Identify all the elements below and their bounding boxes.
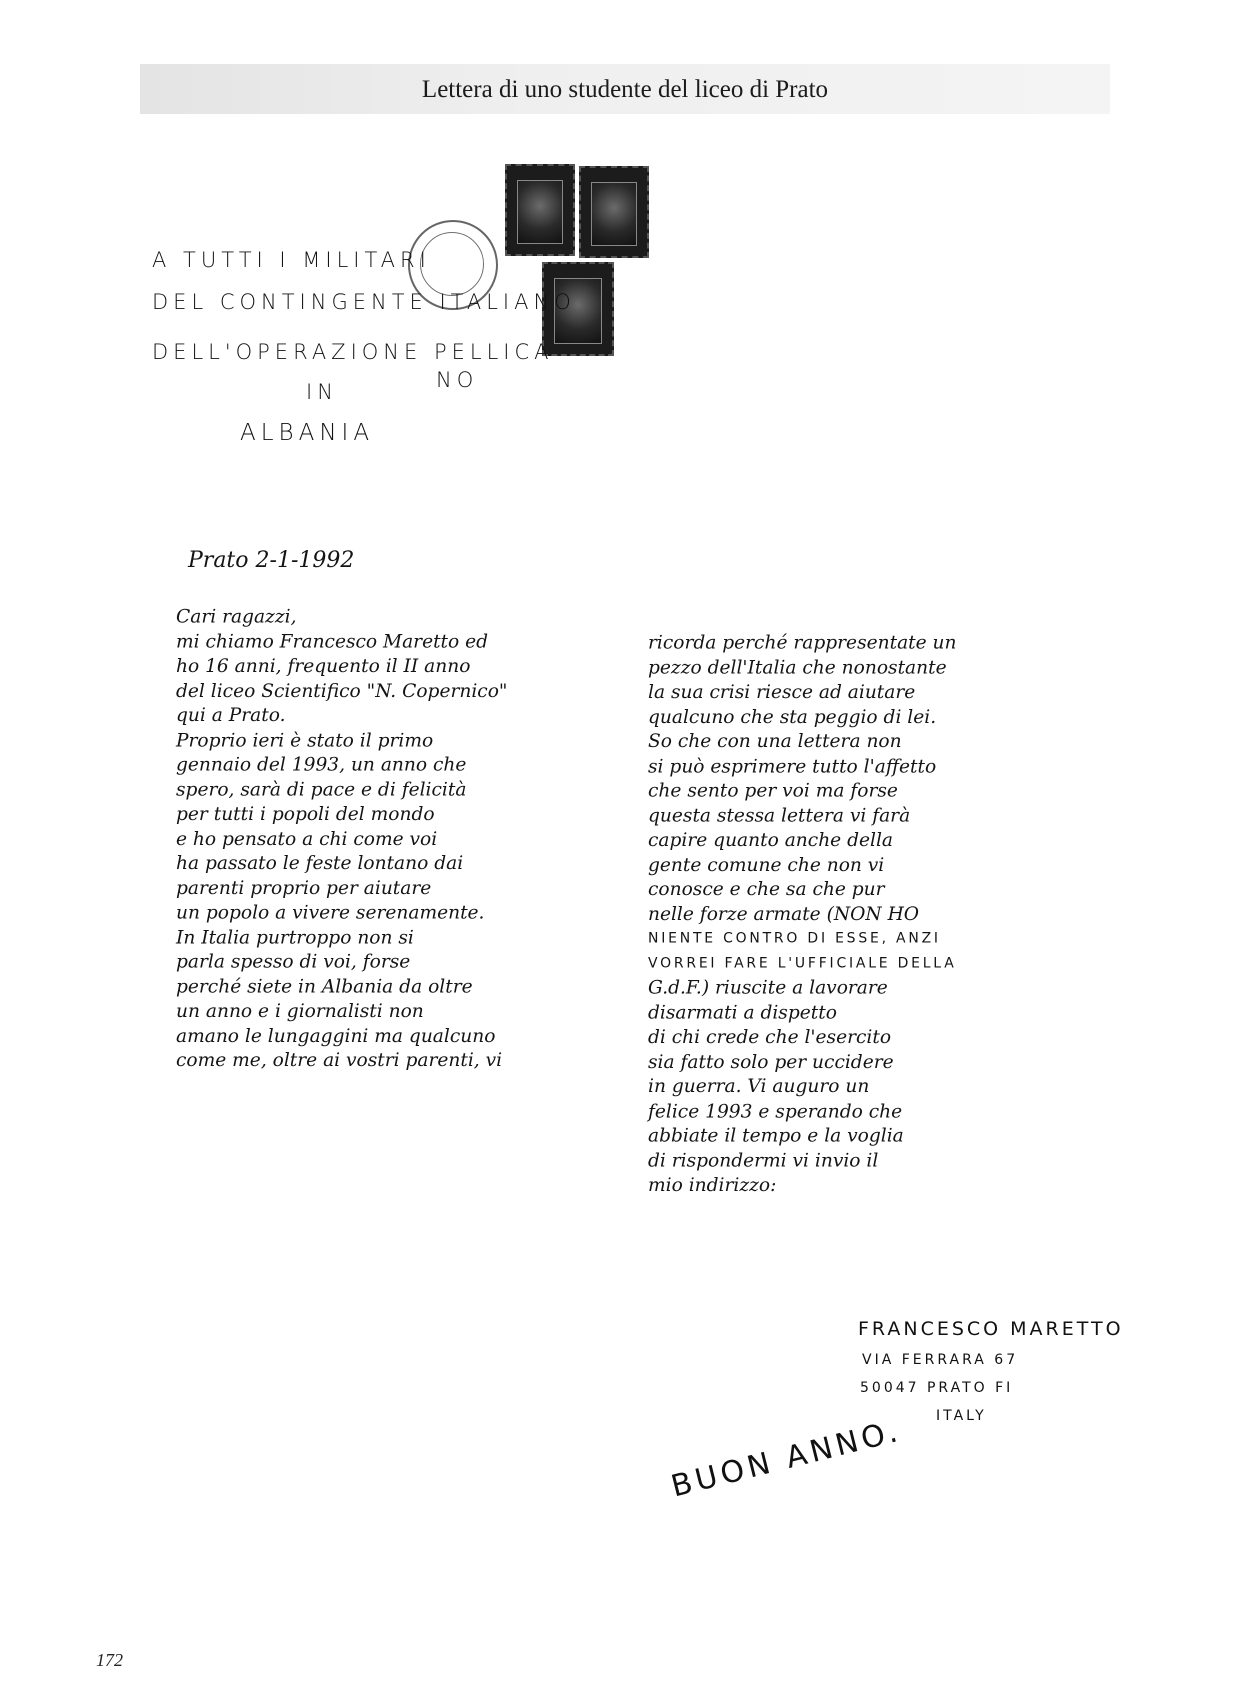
address-line-6: ALBANIA <box>240 420 375 446</box>
address-line-3: DELL'OPERAZIONE PELLICA <box>152 340 554 364</box>
left-line: amano le lungaggini ma qualcuno <box>176 1023 496 1047</box>
left-line: mi chiamo Francesco Maretto ed <box>176 629 489 652</box>
right-line: So che con una lettera non <box>648 729 902 752</box>
left-line: ha passato le feste lontano dai <box>176 851 464 874</box>
left-line: parla spesso di voi, forse <box>176 949 411 973</box>
right-line: G.d.F.) riuscite a lavorare <box>648 975 888 999</box>
right-line: si può esprimere tutto l'affetto <box>648 754 937 777</box>
right-line: nelle forze armate (NON HO <box>648 902 920 925</box>
page-number: 172 <box>96 1650 123 1670</box>
address-line-5: IN <box>306 380 338 404</box>
signature-city: 50047 PRATO FI <box>860 1380 1014 1396</box>
right-line: abbiate il tempo e la voglia <box>648 1123 904 1147</box>
left-line: perché siete in Albania da oltre <box>176 974 473 997</box>
page-title: Lettera di uno studente del liceo di Prato <box>421 76 829 103</box>
right-line: qualcuno che sta peggio di lei. <box>648 704 937 728</box>
right-line: capire quanto anche della <box>648 828 893 851</box>
left-line: qui a Prato. <box>176 703 286 726</box>
left-line: come me, oltre ai vostri parenti, vi <box>176 1048 503 1071</box>
signature-name: FRANCESCO MARETTO <box>858 1318 1124 1340</box>
stamp-1 <box>505 164 575 256</box>
right-line: che sento per voi ma forse <box>648 778 898 802</box>
left-line: un anno e i giornalisti non <box>176 999 424 1022</box>
signature-street: VIA FERRARA 67 <box>862 1352 1019 1368</box>
left-line: Cari ragazzi, <box>176 604 297 628</box>
right-line: di chi crede che l'esercito <box>648 1025 892 1048</box>
left-line: parenti proprio per aiutare <box>176 876 432 899</box>
right-line: la sua crisi riesce ad aiutare <box>648 680 916 703</box>
right-line: conosce e che sa che pur <box>648 877 885 900</box>
signature-country: ITALY <box>936 1408 987 1424</box>
right-line: VORREI FARE L'UFFICIALE DELLA <box>648 954 957 971</box>
left-line: gennaio del 1993, un anno che <box>176 752 467 776</box>
right-line: felice 1993 e sperando che <box>648 1099 903 1122</box>
left-line: per tutti i popoli del mondo <box>176 802 435 825</box>
left-line: Proprio ieri è stato il primo <box>176 728 434 751</box>
stamp-2 <box>579 166 649 258</box>
right-line: di rispondermi vi invio il <box>648 1148 879 1171</box>
address-line-2: DEL CONTINGENTE ITALIANO <box>152 290 576 314</box>
letter-left-column <box>176 604 507 1072</box>
closing-greeting: BUON ANNO. <box>667 1413 905 1505</box>
left-line: spero, sarà di pace e di felicità <box>176 777 467 800</box>
address-line-1: A TUTTI I MILITARI <box>152 248 431 272</box>
letter-place-date: Prato 2-1-1992 <box>188 548 355 573</box>
address-line-4: NO <box>436 368 479 392</box>
right-line: questa stessa lettera vi farà <box>648 803 911 826</box>
left-line: del liceo Scientifico "N. Copernico" <box>176 678 508 702</box>
right-line: NIENTE CONTRO DI ESSE, ANZI <box>648 929 941 947</box>
right-line: sia fatto solo per uccidere <box>648 1049 894 1073</box>
right-line: gente comune che non vi <box>648 852 885 876</box>
right-line: pezzo dell'Italia che nonostante <box>648 655 947 678</box>
right-line: mio indirizzo: <box>648 1173 777 1196</box>
left-line: In Italia purtroppo non si <box>176 925 414 948</box>
right-line: ricorda perché rappresentate un <box>648 630 957 654</box>
right-line: disarmati a dispetto <box>648 1000 837 1023</box>
left-line: ho 16 anni, frequento il II anno <box>176 654 471 677</box>
left-line: e ho pensato a chi come voi <box>176 826 438 850</box>
right-line: in guerra. Vi auguro un <box>648 1074 870 1097</box>
letter-right-column <box>648 630 957 1197</box>
left-line: un popolo a vivere serenamente. <box>176 900 485 923</box>
